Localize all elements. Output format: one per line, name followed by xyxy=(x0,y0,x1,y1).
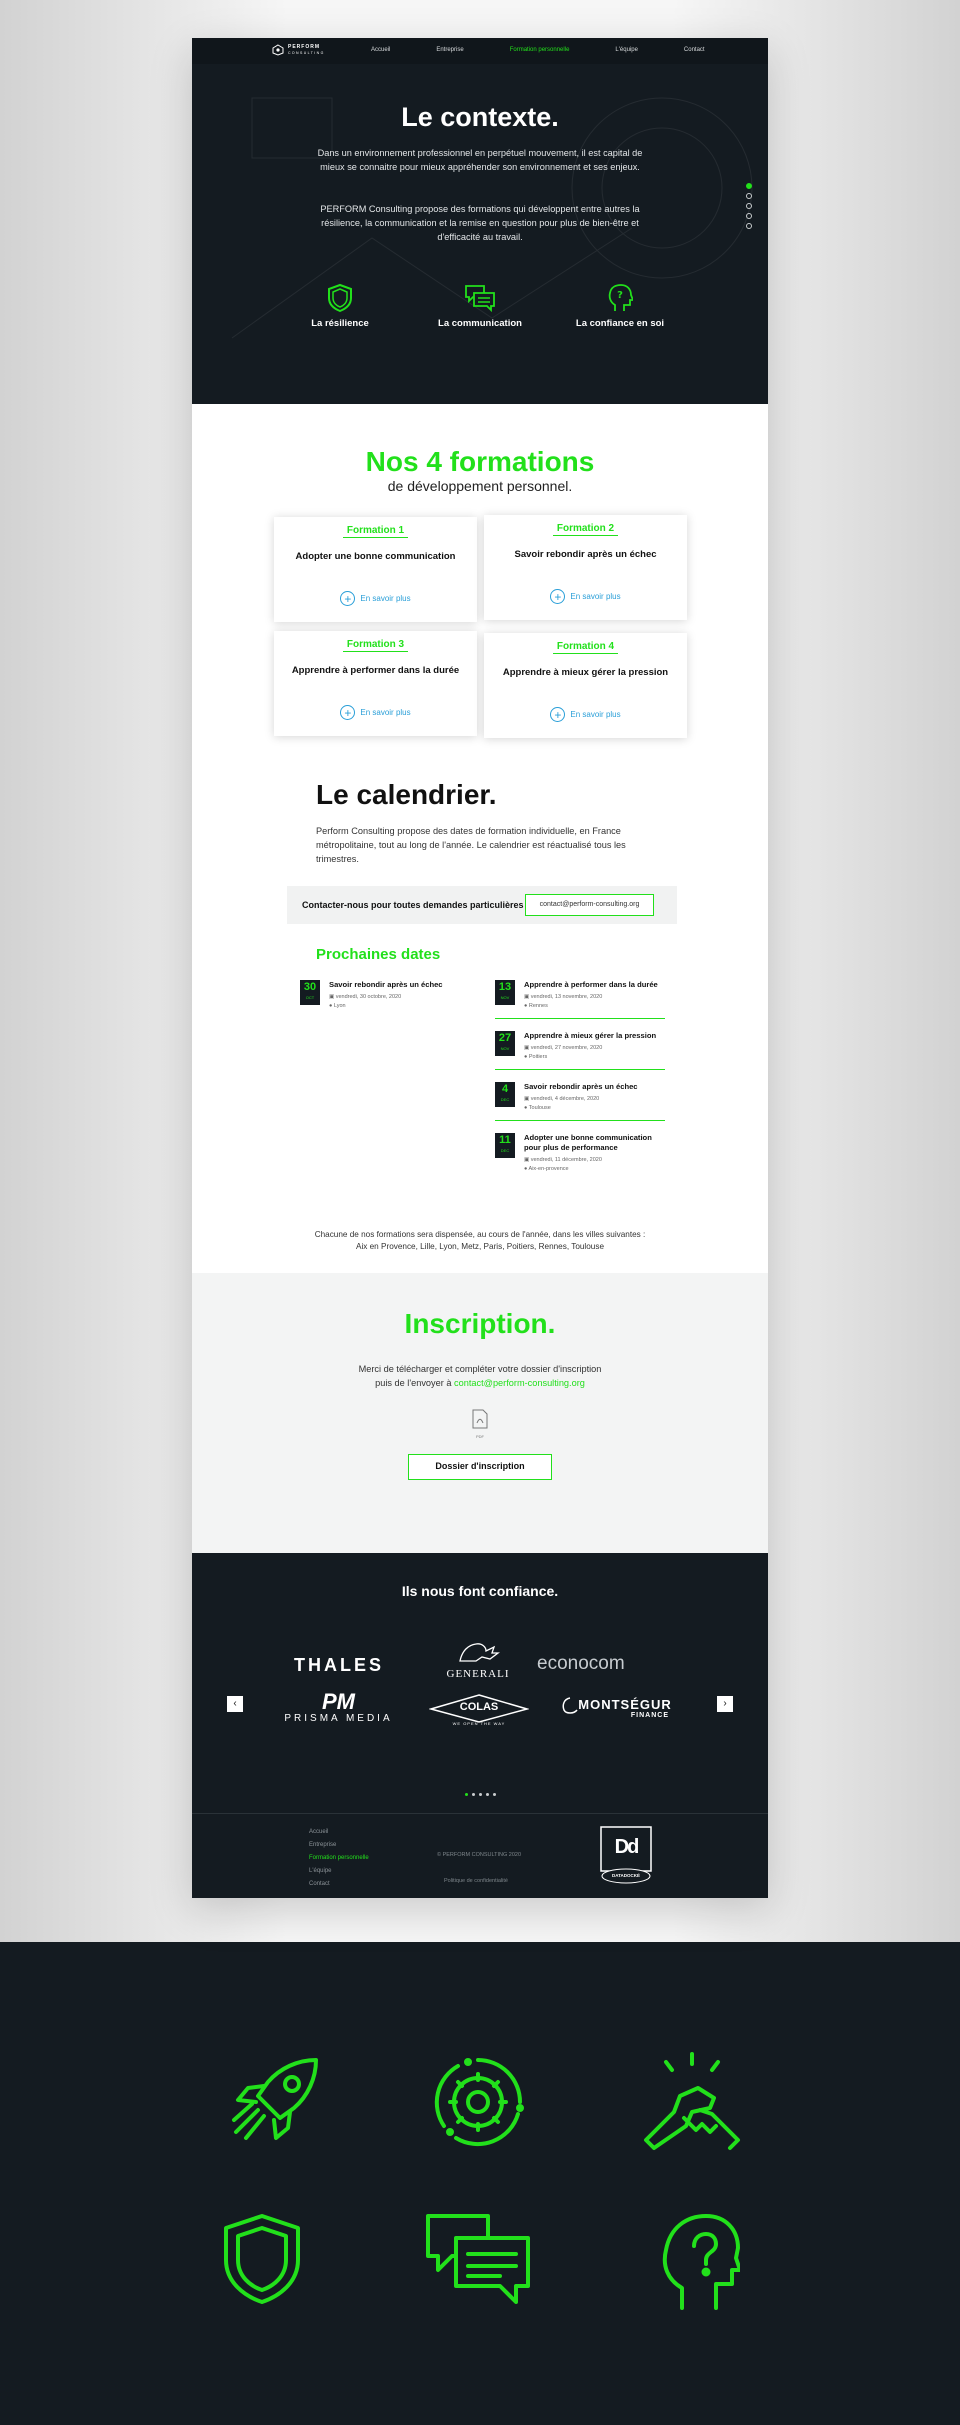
footer xyxy=(192,1813,768,1898)
event-month: DEC xyxy=(500,1097,510,1102)
colas-tagline: WE OPEN THE WAY xyxy=(452,1721,506,1726)
carousel-dot[interactable] xyxy=(472,1793,475,1796)
website-mockup xyxy=(192,38,768,1898)
carousel-dot[interactable] xyxy=(465,1793,468,1796)
more-label: En savoir plus xyxy=(570,592,621,601)
formation-card[interactable] xyxy=(484,633,687,738)
contact-label: Contacter-nous pour toutes demandes particulières xyxy=(302,900,524,910)
carousel-dot[interactable] xyxy=(493,1793,496,1796)
more-link[interactable] xyxy=(484,589,687,604)
footer-link-contact[interactable]: Contact xyxy=(309,1881,330,1887)
formation-number: Formation 4 xyxy=(553,641,618,654)
event-date: vendredi, 30 octobre, 2020 xyxy=(335,994,402,1000)
montsegur-text: MONTSÉGUR xyxy=(578,1697,672,1712)
cities-line-1: Chacune de nos formations sera dispensée, au cours de l'année, dans les villes suivantes : xyxy=(314,1230,646,1239)
nav-item-entreprise[interactable]: Entreprise xyxy=(436,47,464,53)
location-pin-icon: ● xyxy=(524,1054,529,1060)
formation-card[interactable] xyxy=(274,517,477,622)
hero-title: Le contexte. xyxy=(401,102,559,132)
plus-icon: + xyxy=(340,591,355,606)
more-label: En savoir plus xyxy=(360,708,411,717)
feature-label: La résilience xyxy=(311,318,369,329)
chat-bubbles-icon xyxy=(424,2212,534,2308)
pdf-label: PDF xyxy=(476,1434,484,1439)
formation-number: Formation 2 xyxy=(553,523,618,536)
footer-link-entreprise[interactable]: Entreprise xyxy=(309,1842,337,1848)
formations-subtitle: de développement personnel. xyxy=(387,478,573,494)
event-title: Savoir rebondir après un échec xyxy=(329,980,443,989)
more-link[interactable] xyxy=(274,705,477,720)
datadock-letters: Dd xyxy=(614,1836,638,1858)
datadock-text: DATADOCKÉ xyxy=(611,1873,641,1878)
colas-logo xyxy=(429,1693,529,1726)
event-date-badge xyxy=(495,1031,515,1056)
generali-logo xyxy=(445,1639,511,1680)
formation-title: Adopter une bonne communication xyxy=(295,551,456,562)
event-month: DEC xyxy=(500,1148,510,1153)
econocom-logo: econocom xyxy=(537,1653,625,1674)
inscription-text xyxy=(192,1362,768,1390)
svg-text:?: ? xyxy=(617,290,623,301)
logo-icon xyxy=(272,44,284,56)
event-date: vendredi, 13 novembre, 2020 xyxy=(530,994,603,1000)
cities-line-2: Aix en Provence, Lille, Lyon, Metz, Paris, Poitiers, Rennes, Toulouse xyxy=(355,1242,605,1251)
event-city: Aix-en-provence xyxy=(528,1166,569,1172)
formation-title: Apprendre à mieux gérer la pression xyxy=(502,667,669,678)
calendar-icon: ▣ xyxy=(524,1157,531,1163)
head-question-icon xyxy=(607,283,633,313)
icons-showcase xyxy=(0,1942,960,2425)
event-title: Adopter une bonne communication pour plus de performance xyxy=(524,1133,652,1152)
copyright: © PERFORM CONSULTING 2020 xyxy=(437,1852,522,1858)
contact-email-button[interactable]: contact@perform-consulting.org xyxy=(525,894,654,916)
nav-item-accueil[interactable]: Accueil xyxy=(371,47,391,53)
rocket-icon xyxy=(228,2052,324,2148)
calendar-title: Le calendrier. xyxy=(316,779,497,810)
formation-card[interactable] xyxy=(274,631,477,736)
calendar-icon: ▣ xyxy=(329,994,336,1000)
top-nav xyxy=(192,38,768,64)
plus-icon: + xyxy=(550,707,565,722)
plus-icon: + xyxy=(550,589,565,604)
location-pin-icon: ● xyxy=(329,1003,334,1009)
event-day: 27 xyxy=(498,1032,512,1044)
shield-icon xyxy=(222,2212,302,2306)
carousel-dots xyxy=(192,1793,768,1796)
feature-label: La confiance en soi xyxy=(575,318,665,329)
event-city: Rennes xyxy=(528,1003,548,1009)
partners-section xyxy=(192,1553,768,1813)
event-month: OCT xyxy=(305,995,315,1000)
formation-number: Formation 1 xyxy=(343,525,408,538)
event-date: vendredi, 4 décembre, 2020 xyxy=(530,1096,600,1102)
formation-title: Apprendre à performer dans la durée xyxy=(291,665,460,676)
privacy-link[interactable]: Politique de confidentialité xyxy=(444,1878,508,1884)
feature-confiance xyxy=(560,283,680,329)
event-divider xyxy=(495,1069,665,1070)
head-question-icon xyxy=(660,2212,740,2312)
event-title: Apprendre à performer dans la durée xyxy=(524,980,658,989)
event-title: Savoir rebondir après un échec xyxy=(524,1082,638,1091)
location-pin-icon: ● xyxy=(524,1166,529,1172)
section-dot[interactable] xyxy=(746,223,752,229)
calendar-icon: ▣ xyxy=(524,1096,531,1102)
footer-links xyxy=(309,1826,369,1891)
event-date: vendredi, 27 novembre, 2020 xyxy=(530,1045,603,1051)
feature-label: La communication xyxy=(438,318,522,329)
inscription-line-2: puis de l'envoyer à xyxy=(375,1378,454,1388)
calendar-icon: ▣ xyxy=(524,994,531,1000)
chat-bubbles-icon xyxy=(464,283,496,313)
event-month: NOV xyxy=(500,1046,510,1051)
section-dots xyxy=(746,183,752,229)
footer-link-formation[interactable]: Formation personnelle xyxy=(309,1855,369,1861)
colas-text: COLAS xyxy=(459,1701,499,1713)
inscription-title: Inscription. xyxy=(404,1308,556,1339)
generali-text: GENERALI xyxy=(446,1668,510,1680)
feature-communication xyxy=(420,283,540,329)
carousel-dot[interactable] xyxy=(479,1793,482,1796)
logo-subname: CONSULTING xyxy=(288,51,325,55)
thales-logo: THALES xyxy=(294,1655,384,1675)
event-date: vendredi, 11 décembre, 2020 xyxy=(530,1157,602,1163)
cities-note xyxy=(192,1229,768,1253)
inscription-email-link[interactable]: contact@perform-consulting.org xyxy=(454,1378,585,1388)
calendar-paragraph: Perform Consulting propose des dates de formation individuelle, en France métropolitaine, tout au long de l'année. Le calendrier est réactualisé tous les trimestres. xyxy=(316,826,626,864)
event-date-badge xyxy=(495,1133,515,1158)
prisma-media-logo xyxy=(276,1691,401,1724)
prisma-pm: PM xyxy=(322,1689,355,1714)
section-dot[interactable] xyxy=(746,183,752,189)
inscription-section xyxy=(192,1273,768,1553)
carousel-dot[interactable] xyxy=(486,1793,489,1796)
event-title: Apprendre à mieux gérer la pression xyxy=(524,1031,657,1040)
event-divider xyxy=(495,1018,665,1019)
feature-resilience xyxy=(280,283,400,329)
partners-title: Ils nous font confiance. xyxy=(401,1583,559,1599)
montsegur-logo xyxy=(561,1697,681,1719)
hero-section xyxy=(192,38,768,404)
handshake-icon xyxy=(640,2052,744,2156)
event-city: Poitiers xyxy=(528,1054,548,1060)
logo[interactable] xyxy=(272,44,325,56)
lion-icon xyxy=(456,1639,500,1663)
prisma-text: PRISMA MEDIA xyxy=(284,1713,393,1724)
inscription-line-1: Merci de télécharger et compléter votre dossier d'inscription xyxy=(358,1364,602,1374)
location-pin-icon: ● xyxy=(524,1105,529,1111)
event-date-badge xyxy=(300,980,320,1005)
formations-title: Nos 4 formations xyxy=(365,446,595,477)
next-dates-title: Prochaines dates xyxy=(316,946,441,963)
montsegur-mark xyxy=(561,1697,579,1715)
more-label: En savoir plus xyxy=(570,710,621,719)
location-pin-icon: ● xyxy=(524,1003,529,1009)
event-month: NOV xyxy=(500,995,510,1000)
pdf-icon[interactable] xyxy=(472,1409,488,1439)
hero-paragraph-2: PERFORM Consulting propose des formations qui développent entre autres la résilience, la communication et la remise en question pour plus de bien-être et d'efficacité au travail. xyxy=(320,204,640,242)
section-dot[interactable] xyxy=(746,193,752,199)
datadock-badge xyxy=(600,1826,652,1886)
carousel-prev-button[interactable]: ‹ xyxy=(227,1696,243,1712)
footer-link-equipe[interactable]: L'équipe xyxy=(309,1868,332,1874)
event-date-badge xyxy=(495,1082,515,1107)
section-dot[interactable] xyxy=(746,203,752,209)
footer-link-accueil[interactable]: Accueil xyxy=(309,1829,329,1835)
gear-icon xyxy=(428,2052,528,2152)
section-dot[interactable] xyxy=(746,213,752,219)
montsegur-finance: FINANCE xyxy=(630,1712,669,1719)
logo-name: PERFORM xyxy=(288,44,320,50)
shield-icon xyxy=(327,283,353,313)
event-city: Toulouse xyxy=(528,1105,551,1111)
event-day: 30 xyxy=(303,981,317,993)
formation-card[interactable] xyxy=(484,515,687,620)
event-day: 4 xyxy=(501,1083,509,1095)
event-day: 13 xyxy=(498,981,512,993)
hero-paragraph-1: Dans un environnement professionnel en perpétuel mouvement, il est capital de mieux se connaitre pour mieux appréhender son environnement et ses enjeux. xyxy=(317,148,643,172)
more-link[interactable] xyxy=(484,707,687,722)
event-divider xyxy=(495,1120,665,1121)
calendar-icon: ▣ xyxy=(524,1045,531,1051)
nav-item-equipe[interactable]: L'équipe xyxy=(615,47,638,53)
event-day: 11 xyxy=(499,1134,511,1146)
carousel-next-button[interactable]: › xyxy=(717,1696,733,1712)
more-link[interactable] xyxy=(274,591,477,606)
nav-item-formation-personnelle[interactable]: Formation personnelle xyxy=(509,47,570,53)
event-city: Lyon xyxy=(333,1003,346,1009)
download-dossier-button[interactable]: Dossier d'inscription xyxy=(408,1454,552,1480)
plus-icon: + xyxy=(340,705,355,720)
more-label: En savoir plus xyxy=(360,594,411,603)
event-date-badge xyxy=(495,980,515,1005)
contact-bar xyxy=(287,886,677,924)
nav-item-contact[interactable]: Contact xyxy=(683,47,705,53)
formation-title: Savoir rebondir après un échec xyxy=(514,549,657,560)
formation-number: Formation 3 xyxy=(343,639,408,652)
nav-links xyxy=(371,47,751,53)
